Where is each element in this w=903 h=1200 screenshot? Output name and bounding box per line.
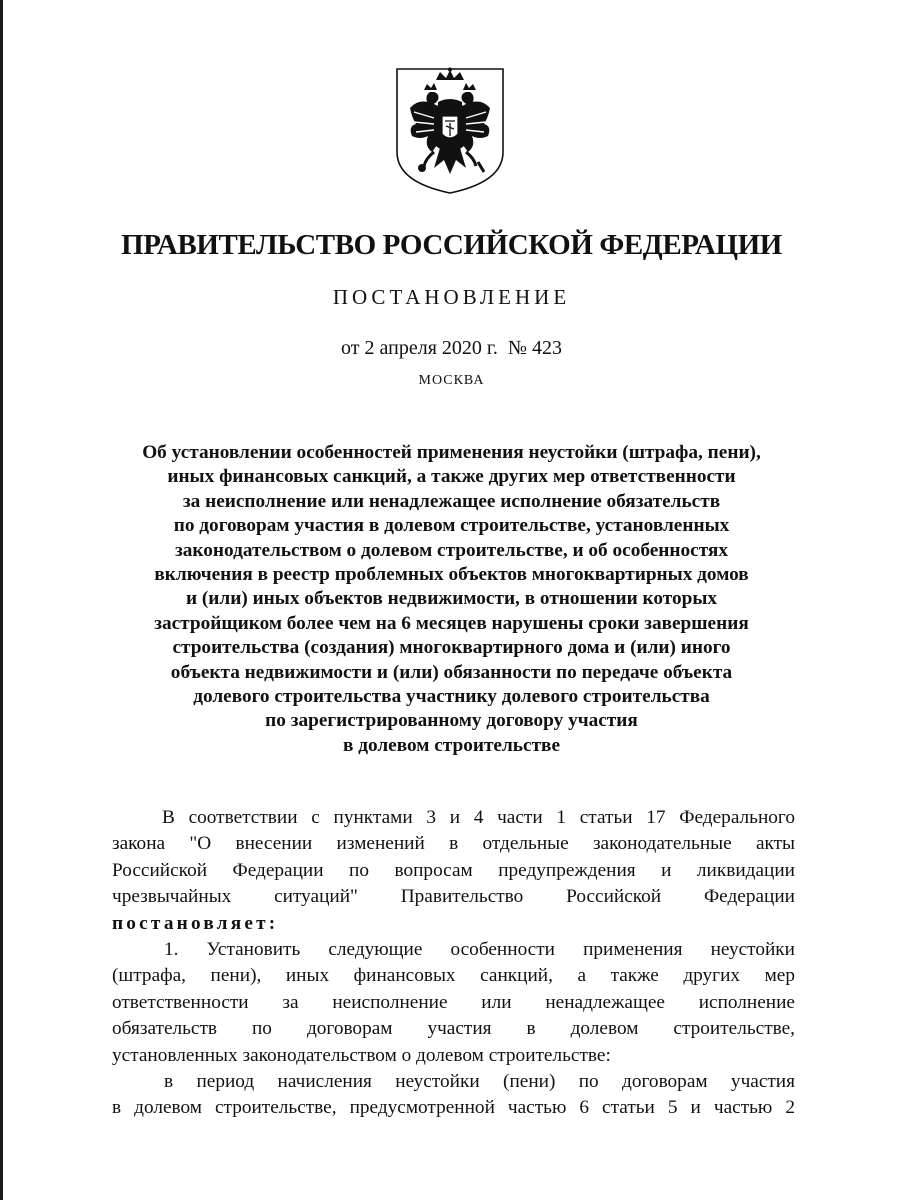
heading-line: включения в реестр проблемных объектов многоквартирных домов	[154, 564, 749, 586]
body-line: ответственности за неисполнение или ненадлежащее исполнение	[112, 991, 795, 1013]
heading-line: застройщиком более чем на 6 месяцев нарушены сроки завершения	[154, 612, 749, 634]
body-line: (штрафа, пени), иных финансовых санкций, а также других мер	[112, 965, 795, 987]
body-line: в период начисления неустойки (пени) по договорам участия	[164, 1071, 795, 1093]
heading-line: объекта недвижимости и (или) обязанности по передаче объекта	[170, 661, 733, 683]
body-line: закона "О внесении изменений в отдельные законодательные акты	[112, 833, 795, 855]
document-number: 423	[531, 337, 562, 359]
heading-line: Об установлении особенностей применения неустойки (штрафа, пени),	[142, 442, 761, 463]
coat-of-arms-emblem	[394, 66, 506, 196]
organization-title: ПРАВИТЕЛЬСТВО РОССИЙСКОЙ ФЕДЕРАЦИИ	[121, 229, 782, 261]
heading-line: строительства (создания) многоквартирного дома и (или) иного	[172, 637, 731, 659]
heading-line: по договорам участия в долевом строительстве, установленных	[173, 515, 730, 537]
document-heading	[90, 441, 813, 758]
heading-line: по зарегистрированному договору участия	[265, 710, 638, 732]
heading-line: иных финансовых санкций, а также других мер ответственности	[167, 466, 736, 488]
heading-line: и (или) иных объектов недвижимости, в отношении которых	[185, 588, 718, 610]
body-line: в долевом строительстве, предусмотренной частью 6 статьи 5 и частью 2	[112, 1097, 795, 1119]
heading-line: за неисполнение или ненадлежащее исполнение обязательств	[182, 490, 721, 512]
body-line: обязательств по договорам участия в долевом строительстве,	[112, 1018, 795, 1040]
heading-line: законодательством о долевом строительстве, и об особенностях	[175, 539, 728, 561]
document-date-number	[0, 337, 903, 360]
number-label: №	[507, 337, 527, 359]
resolves-word: постановляет:	[112, 912, 279, 934]
document-place: МОСКВА	[418, 373, 485, 388]
document-date: от 2 апреля 2020 г.	[341, 337, 498, 359]
page-edge-line	[0, 0, 3, 1200]
body-line: 1. Установить следующие особенности применения неустойки	[164, 939, 795, 961]
document-type: ПОСТАНОВЛЕНИЕ	[332, 285, 571, 309]
body-line: В соответствии с пунктами 3 и 4 части 1 статьи 17 Федерального	[162, 807, 795, 828]
body-line: чрезвычайных ситуаций" Правительство Российской Федерации	[112, 886, 795, 908]
heading-line: долевого строительства участнику долевого строительства	[193, 686, 710, 708]
document-body	[112, 805, 795, 1122]
body-line: Российской Федерации по вопросам предупреждения и ликвидации	[112, 859, 795, 881]
body-line: установленных законодательством о долевом строительстве:	[112, 1044, 611, 1066]
heading-line: в долевом строительстве	[342, 734, 561, 756]
